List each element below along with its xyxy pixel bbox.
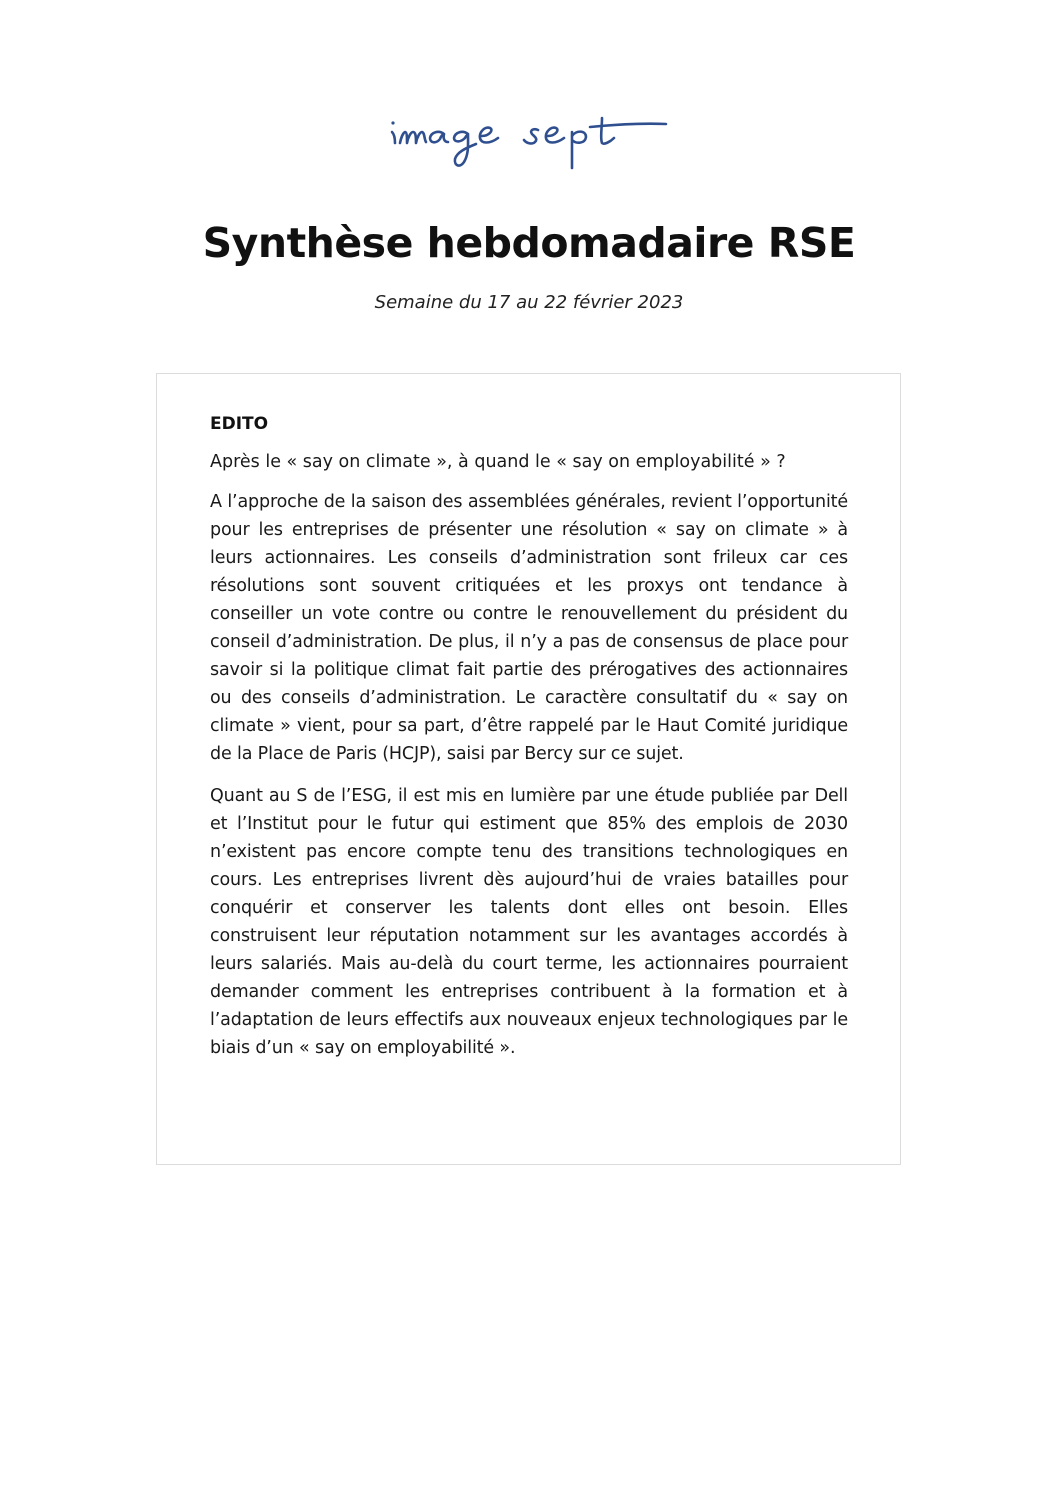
signature-logo-icon [386, 110, 670, 174]
image-sept-logo [386, 110, 670, 174]
page-title: Synthèse hebdomadaire RSE [202, 219, 856, 267]
edito-question: Après le « say on climate », à quand le « say on employabilité » ? [210, 452, 786, 472]
edito-paragraph-1: A l’approche de la saison des assemblées générales, revient l’opportunité pour les entreprises de présenter une résolution « say on climate » à leurs actionnaires. Les conseils d’administration sont frileux car ces résolutions sont souvent critiquées et les proxys ont tendance à conseiller un vote contre ou contre le renouvellement du président du conseil d’administration. De plus, il n’y a pas de consensus de place pour savoir si la politique climat fait partie des prérogatives des actionnaires ou des conseils d’administration. Le caractère consultatif du « say on climate » vient, pour sa part, d’être rappelé par le Haut Comité juridique de la Place de Paris (HCJP), saisi par Bercy sur ce sujet. [210, 492, 848, 764]
edito-box [156, 373, 901, 1165]
edito-label: EDITO [210, 414, 269, 434]
week-subtitle: Semaine du 17 au 22 février 2023 [374, 292, 684, 313]
edito-paragraph-2: Quant au S de l’ESG, il est mis en lumière par une étude publiée par Dell et l’Institut pour le futur qui estiment que 85% des emplois de 2030 n’existent pas encore compte tenu des transitions technologiques en cours. Les entreprises livrent dès aujourd’hui de vraies batailles pour conquérir et conserver les talents dont elles ont besoin. Elles construisent leur réputation notamment sur les avantages accordés à leurs salariés. Mais au-delà du court terme, les actionnaires pourraient demander comment les entreprises contribuent à la formation et à l’adaptation de leurs effectifs aux nouveaux enjeux technologiques par le biais d’un « say on employabilité ». [210, 786, 848, 1058]
edito-content [210, 414, 848, 1076]
